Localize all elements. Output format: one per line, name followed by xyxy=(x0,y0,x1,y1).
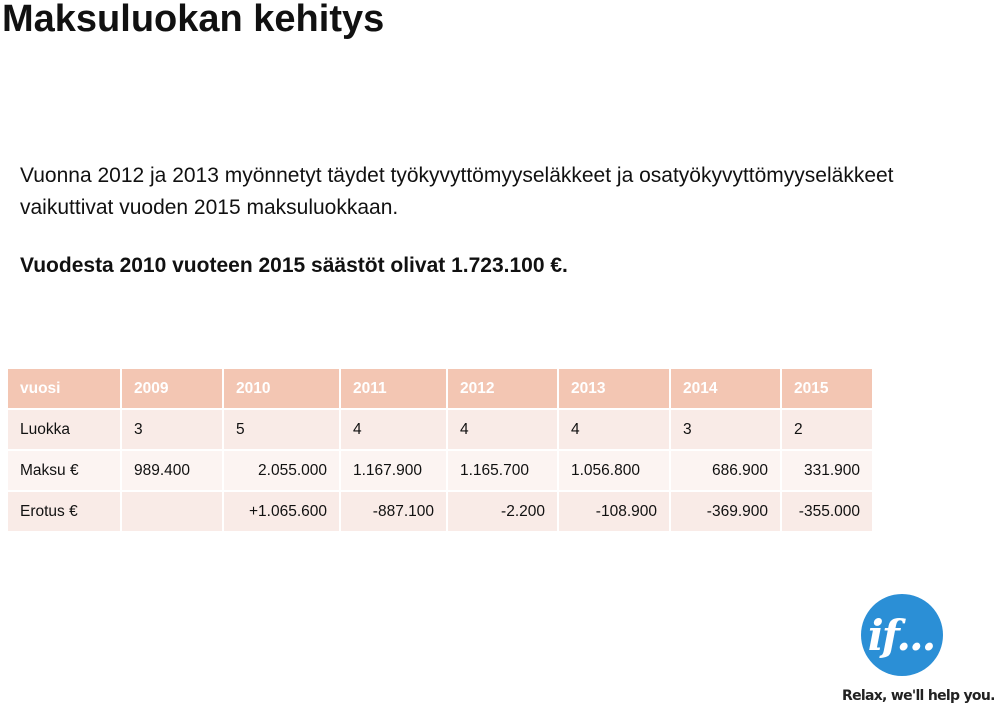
table-cell: -369.900 xyxy=(670,491,781,532)
table-cell: 331.900 xyxy=(781,450,873,491)
header-year: 2010 xyxy=(223,369,340,409)
table-cell: -887.100 xyxy=(340,491,447,532)
table-cell: 5 xyxy=(223,409,340,450)
slide-paragraph: Vuonna 2012 ja 2013 myönnetyt täydet työkyvyttömyyseläkkeet ja osatyökyvyttömyyseläkkeet vaikuttivat vuoden 2015 maksuluokkaan. xyxy=(20,164,894,219)
table-row-difference xyxy=(8,491,873,532)
row-label: Luokka xyxy=(8,409,121,450)
table-cell: 3 xyxy=(121,409,223,450)
table-cell: 1.167.900 xyxy=(340,450,447,491)
table-cell: -2.200 xyxy=(447,491,558,532)
header-year: 2013 xyxy=(558,369,670,409)
table-cell: -355.000 xyxy=(781,491,873,532)
table-cell xyxy=(121,491,223,532)
row-label: Erotus € xyxy=(8,491,121,532)
table-cell: 686.900 xyxy=(670,450,781,491)
table-cell: 1.165.700 xyxy=(447,450,558,491)
header-year: 2009 xyxy=(121,369,223,409)
table-cell: 2 xyxy=(781,409,873,450)
fee-class-table xyxy=(8,369,874,533)
table-cell: 4 xyxy=(447,409,558,450)
table-cell: +1.065.600 xyxy=(223,491,340,532)
table-cell: 1.056.800 xyxy=(558,450,670,491)
table-cell: 4 xyxy=(558,409,670,450)
savings-summary: Vuodesta 2010 vuoteen 2015 säästöt olivat 1.723.100 €. xyxy=(20,254,568,277)
table-cell: -108.900 xyxy=(558,491,670,532)
header-year: 2012 xyxy=(447,369,558,409)
logo-text: if... xyxy=(867,611,935,660)
header-year: 2011 xyxy=(340,369,447,409)
header-year: 2014 xyxy=(670,369,781,409)
table-cell: 3 xyxy=(670,409,781,450)
table-cell: 2.055.000 xyxy=(223,450,340,491)
header-year: 2015 xyxy=(781,369,873,409)
header-label: vuosi xyxy=(8,369,121,409)
if-logo xyxy=(860,593,944,677)
table-header-row xyxy=(8,369,873,409)
table-cell: 4 xyxy=(340,409,447,450)
table-row-class xyxy=(8,409,873,450)
slide-title: Maksuluokan kehitys xyxy=(2,0,385,40)
row-label: Maksu € xyxy=(8,450,121,491)
table-row-fee xyxy=(8,450,873,491)
table-cell: 989.400 xyxy=(121,450,223,491)
brand-tagline: Relax, we'll help you. xyxy=(842,688,995,704)
